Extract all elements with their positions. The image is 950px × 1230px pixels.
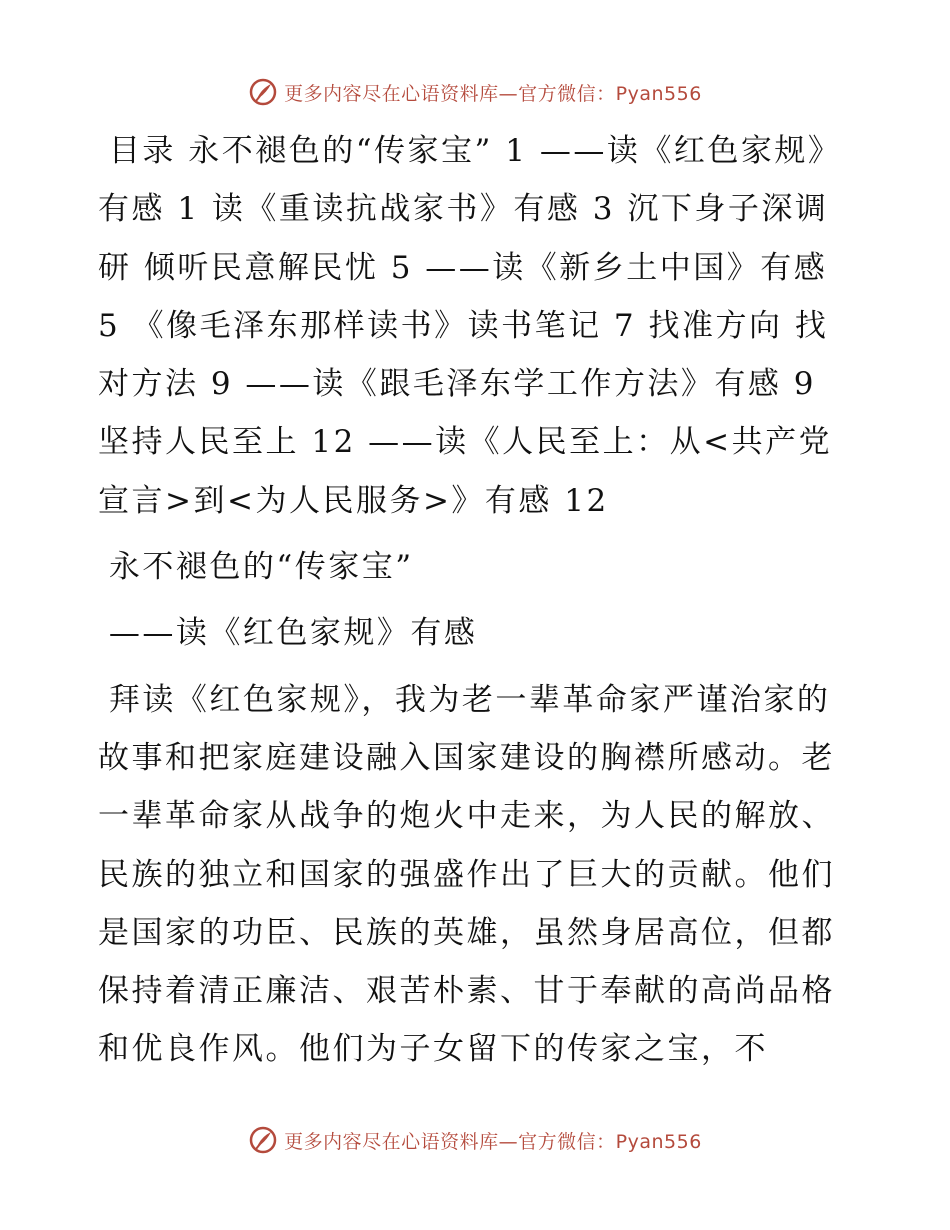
document-body xyxy=(98,122,850,1079)
quill-logo-icon xyxy=(248,77,278,107)
table-of-contents: 目录 永不褪色的“传家宝” 1 ——读《红色家规》有感 1 读《重读抗战家书》有感 3 沉下身子深调研 倾听民意解民忧 5 ——读《新乡土中国》有感 5 《像毛泽东那样读书》读书笔记 7 找准方向 找对方法 9 ——读《跟毛泽东学工作方法》有感 9 坚持人民至上 12 ——读《人民至上：从<共产党宣言>到<为人民服务>》有感 12 xyxy=(98,133,842,519)
article-paragraph: 拜读《红色家规》，我为老一辈革命家严谨治家的故事和把家庭建设融入国家建设的胸襟所感动。老一辈革命家从战争的炮火中走来，为人民的解放、民族的独立和国家的强盛作出了巨大的贡献。他们是国家的功臣、民族的英雄，虽然身居高位，但都保持着清正廉洁、艰苦朴素、甘于奉献的高尚品格和优良作风。他们为子女留下的传家之宝，不 xyxy=(98,681,835,1068)
article-title: 永不褪色的“传家宝” xyxy=(108,549,414,586)
article-subtitle: ——读《红色家规》有感 xyxy=(108,615,478,652)
watermark-text: 更多内容尽在心语资料库—官方微信：Pyan556 xyxy=(284,82,702,105)
header-watermark xyxy=(0,72,950,112)
watermark-text: 更多内容尽在心语资料库—官方微信：Pyan556 xyxy=(284,1130,702,1153)
quill-logo-icon xyxy=(248,1125,278,1155)
footer-watermark xyxy=(0,1120,950,1160)
